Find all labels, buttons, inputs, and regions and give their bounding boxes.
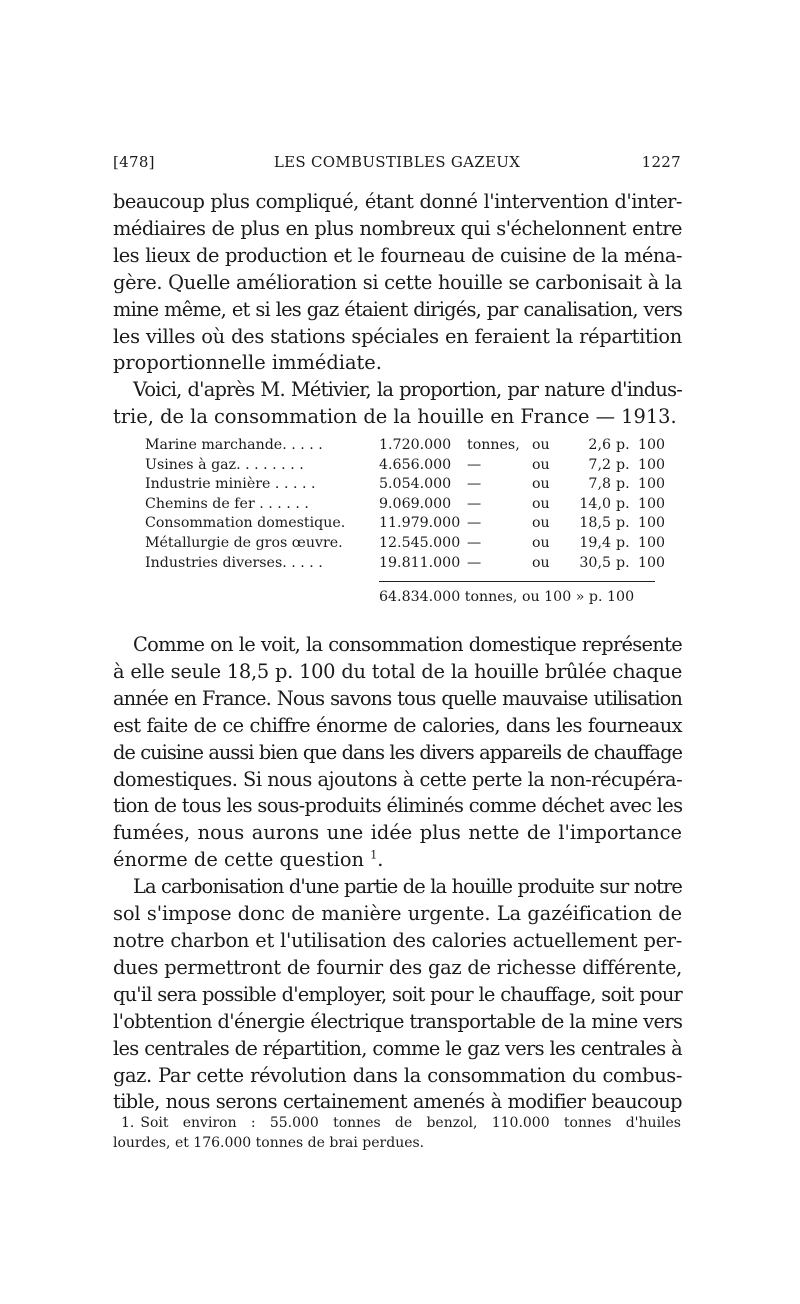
hundred: 100 (638, 476, 666, 493)
paragraph-2 (113, 377, 682, 431)
p-abbrev: p. (616, 515, 630, 532)
table-row (145, 495, 666, 515)
consumption-table (145, 436, 666, 605)
folio-number: 1227 (641, 153, 681, 171)
unit: — (467, 476, 482, 493)
table-row (145, 554, 666, 574)
percentage: 19,4 (579, 534, 611, 551)
hundred: 100 (638, 554, 666, 571)
unit: — (467, 456, 482, 473)
industry-name: Métallurgie de gros œuvre. (145, 534, 343, 551)
running-title: LES COMBUSTIBLES GAZEUX (273, 153, 521, 171)
table-total: 64.834.000 tonnes, ou 100 » p. 100 (379, 589, 635, 605)
table-row (145, 534, 666, 554)
tonnage: 4.656.000 (379, 456, 452, 473)
footnote-line: lourdes, et 176.000 tonnes de brai perdues. (113, 1134, 425, 1151)
text-line: mine même, et si les gaz étaient dirigés, par canalisation, vers (113, 297, 682, 321)
industry-name: Marine marchande. . . . . (145, 437, 323, 453)
hundred: 100 (638, 515, 666, 532)
text-line: domestiques. Si nous ajoutons à cette perte la non-récupéra- (113, 767, 683, 791)
hundred: 100 (638, 534, 666, 551)
tonnage: 5.054.000 (379, 476, 452, 493)
running-header (113, 153, 681, 173)
ou-word: ou (532, 554, 550, 571)
text-line: notre charbon et l'utilisation des calories actuellement per- (113, 928, 682, 952)
p-abbrev: p. (616, 554, 630, 571)
ou-word: ou (532, 456, 550, 473)
industry-name: Industrie minière . . . . . (145, 476, 316, 493)
footnote-reference[interactable]: 1 (370, 848, 378, 862)
ou-word: ou (532, 476, 550, 493)
text-line: gaz. Par cette révolution dans la consommation du combus- (113, 1063, 682, 1087)
text-line: les villes où des stations spéciales en feraient la répartition (113, 324, 682, 348)
text-line: La carbonisation d'une partie de la houille produite sur notre (133, 875, 682, 899)
text-line: trie, de la consommation de la houille en France — 1913. (113, 405, 677, 429)
text-line: gère. Quelle amélioration si cette houille se carbonisait à la (113, 270, 682, 294)
body-text-upper (113, 189, 682, 431)
p-abbrev: p. (616, 456, 630, 473)
body-text-lower (113, 632, 682, 1116)
percentage: 2,6 (588, 437, 611, 453)
p-abbrev: p. (616, 495, 630, 512)
text-line: année en France. Nous savons tous quelle mauvaise utilisation (113, 686, 682, 710)
percentage: 18,5 (579, 515, 611, 532)
text-line: tible, nous serons certainement amenés à modifier beaucoup (113, 1090, 682, 1114)
table-row (145, 436, 666, 456)
footnote (113, 1114, 681, 1153)
percentage: 30,5 (579, 554, 611, 571)
hundred: 100 (638, 495, 666, 512)
tonnage: 9.069.000 (379, 495, 452, 512)
p-abbrev: p. (616, 476, 630, 493)
tonnage: 19.811.000 (379, 554, 461, 571)
ou-word: ou (532, 534, 550, 551)
text-line: Voici, d'après M. Métivier, la proportion, par nature d'indus- (133, 378, 682, 402)
percentage: 7,2 (588, 456, 611, 473)
percentage: 14,0 (579, 495, 611, 512)
text-line: tion de tous les sous-produits éliminés comme déchet avec les (113, 794, 683, 818)
industry-name: Chemins de fer . . . . . . (145, 495, 309, 512)
footnote-mark: 1. (121, 1115, 135, 1131)
footnote-text: Soit environ : 55.000 tonnes de benzol, 110.000 tonnes d'huiles (140, 1115, 681, 1131)
text-line: à elle seule 18,5 p. 100 du total de la houille brûlée chaque (113, 659, 682, 683)
ou-word: ou (532, 515, 550, 532)
footnote-line (113, 1114, 681, 1134)
ou-word: ou (532, 495, 550, 512)
hundred: 100 (638, 456, 666, 473)
text-line (113, 847, 682, 874)
text-line: Comme on le voit, la consommation domestique représente (133, 633, 682, 656)
total-rule (379, 581, 655, 582)
tonnage: 12.545.000 (379, 534, 461, 551)
industry-name: Usines à gaz. . . . . . . . (145, 456, 304, 473)
text-line: est faite de ce chiffre énorme de calories, dans les fourneaux (113, 713, 682, 737)
p-abbrev: p. (616, 534, 630, 551)
text-line: beaucoup plus compliqué, étant donné l'intervention d'inter- (113, 190, 682, 213)
text-line: les lieux de production et le fourneau de cuisine de la ména- (113, 243, 682, 267)
unit: — (467, 495, 482, 512)
table-row (145, 456, 666, 476)
table-row (145, 475, 666, 495)
p-abbrev: p. (616, 437, 630, 453)
paragraph-3 (113, 632, 682, 874)
text-line: les centrales de répartition, comme le gaz vers les centrales à (113, 1036, 682, 1060)
text-line: qu'il sera possible d'employer, soit pour le chauffage, soit pour (113, 982, 682, 1006)
text-line: de cuisine aussi bien que dans les divers appareils de chauffage (113, 740, 682, 764)
page-number-bracketed: [478] (113, 153, 155, 171)
text-line: dues permettront de fournir des gaz de richesse différente, (113, 955, 682, 979)
text-line: l'obtention d'énergie électrique transportable de la mine vers (113, 1009, 683, 1033)
paragraph-4 (113, 874, 682, 1116)
table-row (145, 514, 666, 534)
paragraph-1 (113, 189, 682, 377)
percentage: 7,8 (588, 476, 611, 493)
industry-name: Consommation domestique. (145, 515, 346, 532)
unit: — (467, 515, 482, 532)
tonnage: 11.979.000 (379, 515, 461, 532)
unit: — (467, 534, 482, 551)
text-line: fumées, nous aurons une idée plus nette de l'importance (113, 821, 682, 845)
hundred: 100 (638, 437, 666, 453)
unit: tonnes, (467, 437, 520, 453)
tonnage: 1.720.000 (379, 437, 452, 453)
text-line: proportionnelle immédiate. (113, 351, 382, 375)
text-line: médiaires de plus en plus nombreux qui s'échelonnent entre (113, 216, 682, 240)
text-line: sol s'impose donc de manière urgente. La gazéification de (113, 902, 682, 926)
text-fragment: . (377, 848, 384, 872)
ou-word: ou (532, 437, 550, 453)
unit: — (467, 554, 482, 571)
text-fragment: énorme de cette question (113, 848, 365, 872)
industry-name: Industries diverses. . . . . (145, 554, 323, 571)
